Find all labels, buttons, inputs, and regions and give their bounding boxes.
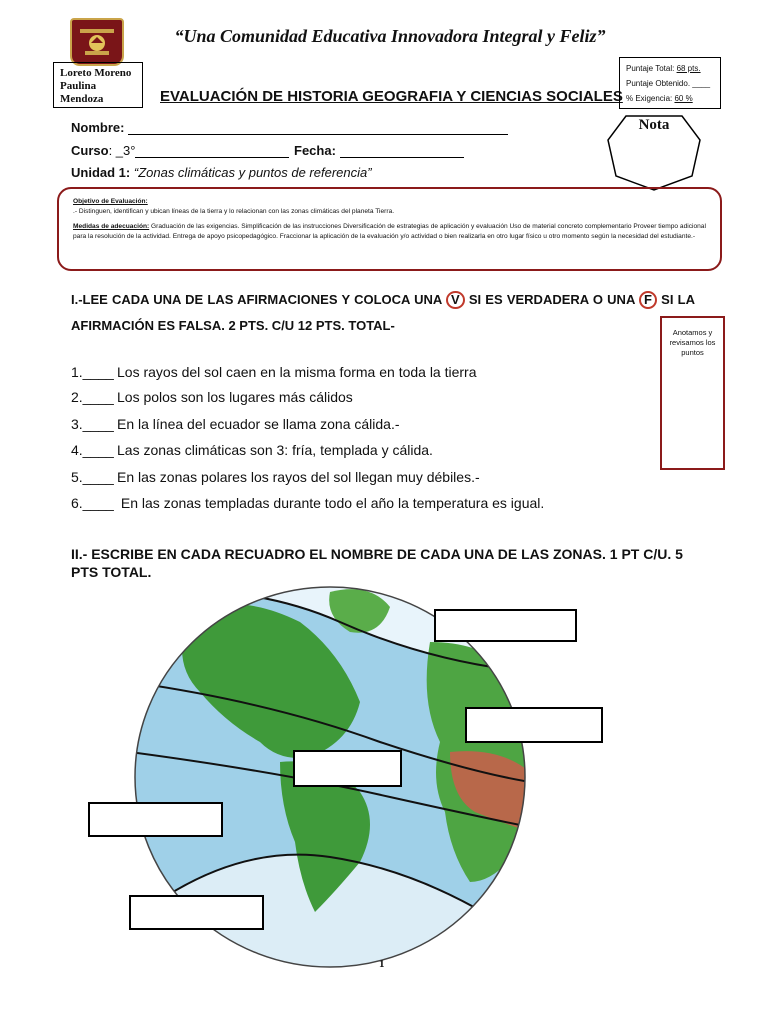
zone-label-box[interactable] xyxy=(465,707,603,743)
question-number: 1.____ xyxy=(71,364,114,380)
question-item[interactable] xyxy=(71,469,480,485)
review-box: Anotamos y revisamos los puntos xyxy=(660,316,725,470)
false-letter-circle: F xyxy=(639,291,657,309)
score-requirement xyxy=(626,91,714,106)
unit-field xyxy=(71,165,372,180)
question-text: Los rayos del sol caen en la misma forma en toda la tierra xyxy=(117,364,477,380)
question-text: Los polos son los lugares más cálidos xyxy=(117,389,353,405)
question-text: En las zonas templadas durante todo el año la temperatura es igual. xyxy=(117,495,545,511)
course-line[interactable] xyxy=(135,145,289,158)
teacher-name-line: Loreto Moreno xyxy=(60,67,132,79)
section1-text-a: I.-LEE CADA UNA DE LAS AFIRMACIONES Y COLOCA UNA xyxy=(71,292,446,307)
school-motto: “Una Comunidad Educativa Innovadora Integral y Feliz” xyxy=(174,26,606,46)
zone-label-box[interactable] xyxy=(434,609,577,642)
date-field[interactable] xyxy=(294,143,464,158)
grade-label: Nota xyxy=(638,117,670,133)
school-logo xyxy=(70,18,124,66)
question-text: En la línea del ecuador se llama zona cálida.- xyxy=(117,416,400,432)
objective-title: Objetivo de Evaluación: xyxy=(73,198,148,205)
question-item[interactable] xyxy=(71,389,353,405)
zone-label-box[interactable] xyxy=(88,802,223,837)
score-requirement-value: 60 % xyxy=(674,94,693,103)
question-item[interactable] xyxy=(71,364,477,380)
school-crest-icon xyxy=(77,25,117,59)
question-number: 6.____ xyxy=(71,495,114,511)
score-requirement-label: % Exigencia: xyxy=(626,94,675,103)
score-total-value: 68 pts. xyxy=(676,64,701,73)
name-field[interactable] xyxy=(71,120,508,135)
section1-text-b: SI ES VERDADERA O UNA xyxy=(464,292,640,307)
adaptation-title: Medidas de adecuación: xyxy=(73,223,150,230)
objectives-box xyxy=(57,187,722,271)
zone-label-box[interactable] xyxy=(293,750,402,787)
teacher-name-line: Paulina xyxy=(60,80,97,92)
question-item[interactable] xyxy=(71,442,433,458)
score-total-label: Puntaje Total: xyxy=(626,64,677,73)
question-item[interactable] xyxy=(71,495,544,511)
name-label: Nombre: xyxy=(71,120,125,135)
section1-instruction xyxy=(71,287,695,339)
teacher-name-line: Mendoza xyxy=(60,93,104,105)
question-number: 4.____ xyxy=(71,442,114,458)
exam-title: EVALUACIÓN DE HISTORIA GEOGRAFIA Y CIENCIAS SOCIALES xyxy=(160,88,623,105)
section2-instruction: II.- ESCRIBE EN CADA RECUADRO EL NOMBRE DE CADA UNA DE LAS ZONAS. 1 PT C/U. 5 PTS TOTAL. xyxy=(71,546,683,580)
teacher-names xyxy=(53,62,143,108)
date-separator: : xyxy=(331,143,336,158)
score-total xyxy=(626,61,714,76)
name-line[interactable] xyxy=(128,122,508,135)
question-text: Las zonas climáticas son 3: fría, templada y cálida. xyxy=(117,442,433,458)
question-number: 2.____ xyxy=(71,389,114,405)
course-value: : _3° xyxy=(108,143,136,158)
question-item[interactable] xyxy=(71,416,400,432)
course-label: Curso xyxy=(71,143,109,158)
zone-label-box[interactable] xyxy=(129,895,264,930)
score-box xyxy=(619,57,721,109)
date-line[interactable] xyxy=(340,145,464,158)
page-number: 1 xyxy=(379,958,385,970)
true-letter-circle: V xyxy=(446,291,465,309)
course-field[interactable] xyxy=(71,143,289,158)
question-text: En las zonas polares los rayos del sol llegan muy débiles.- xyxy=(117,469,480,485)
date-label: Fecha xyxy=(294,143,332,158)
score-obtained: Puntaje Obtenido. ____ xyxy=(626,79,711,88)
question-number: 5.____ xyxy=(71,469,114,485)
unit-value: “Zonas climáticas y puntos de referencia” xyxy=(133,165,372,180)
adaptation-text: Graduación de las exigencias. Simplificación de las instrucciones Diversificación de estrategias de aplicación y evaluación Uso de material concreto complementario Proveer tiempo adicional para la resolución de la actividad. Entrega de apoyo psicopedagógico. Fraccionar la aplicación de la evaluación y/o actividad o bien realizarla en otro lugar físico u otro momento según la necesidad del estudiante.- xyxy=(73,223,706,240)
section1-text-c: SI LA AFIRMACIÓN ES FALSA. 2 PTS. C/U 12 PTS. TOTAL- xyxy=(71,292,695,333)
question-number: 3.____ xyxy=(71,416,114,432)
objective-text: .- Distinguen, identifican y ubican líneas de la tierra y lo relacionan con las zonas climáticas del planeta Tierra. xyxy=(73,207,395,215)
unit-label: Unidad 1: xyxy=(71,165,131,180)
